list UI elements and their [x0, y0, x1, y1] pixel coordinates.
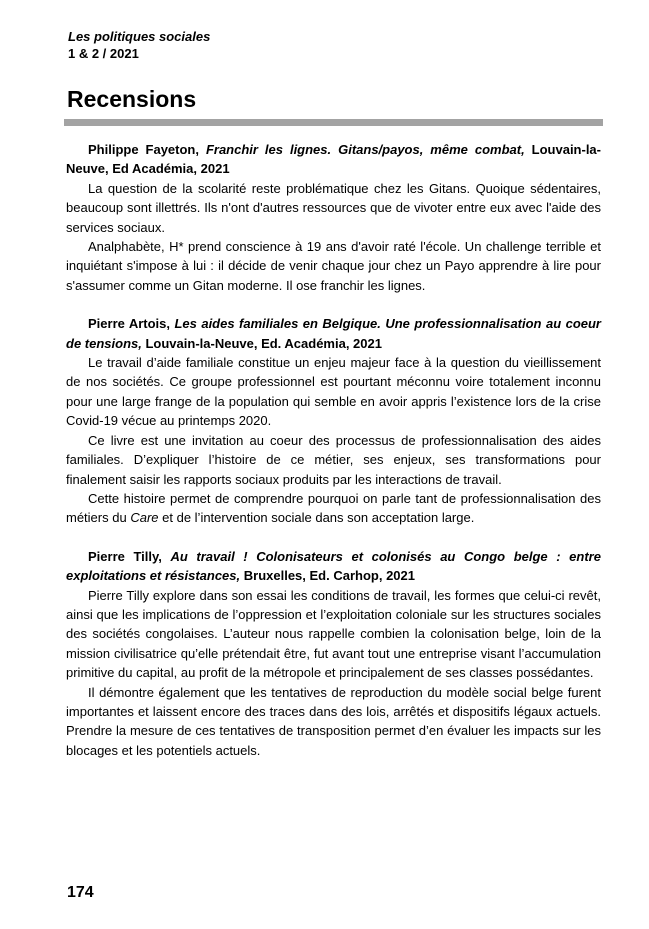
review-author: Pierre Tilly, [88, 548, 162, 564]
paragraph-text: et de l’intervention sociale dans son acceptation large. [162, 510, 475, 526]
review-paragraph [66, 489, 601, 528]
issue-number: 1 & 2 / 2021 [68, 46, 139, 61]
page-number: 174 [67, 884, 94, 901]
review-artois [66, 314, 601, 527]
running-head [68, 28, 210, 62]
section-rule [64, 119, 603, 126]
review-paragraph: Analphabète, H* prend conscience à 19 ans d'avoir raté l'école. Un challenge terrible et inquiétant s'impose à lui : il décide de venir chaque jour chez un Payo apprendre à lire pour s'assumer comme un Gitan moderne. Il ose franchir les lignes. [66, 239, 601, 293]
review-publisher: Louvain-la-Neuve, Ed. Académia, 2021 [145, 335, 382, 351]
section-title: Recensions [67, 86, 197, 112]
journal-title: Les politiques sociales [68, 29, 211, 44]
review-paragraph: La question de la scolarité reste problématique chez les Gitans. Quoique sédentaires, beaucoup sont illettrés. Ils n'ont d'autres ressources que de vivoter entre eux avec l'aide des services sociaux. [66, 180, 601, 235]
review-tilly [66, 547, 601, 760]
review-reference [66, 140, 601, 179]
review-publisher: Louvain-la-Neuve, Ed Académia, 2021 [66, 142, 601, 177]
emphasis-care: Care [130, 510, 159, 526]
review-paragraph: Pierre Tilly explore dans son essai les conditions de travail, les formes que celui-ci revêt, ainsi que les implications de l’oppression et l’exploitation coloniale sur les structures sociales des sociétés congolaises. L’auteur nous rappelle combien la colonisation belge, loin de la mission civilisatrice qu’elle prétendait être, fut avant tout une entreprise visant l’accumulation primitive du capital, au profit de la métropole et principalement de ses classes possédantes. [66, 587, 601, 681]
review-reference [66, 314, 601, 353]
review-book-title: Au travail ! Colonisateurs et colonisés au Congo belge : entre exploitations et résistances, [66, 548, 601, 584]
review-fayeton [66, 140, 601, 295]
paragraph-text: Cette histoire permet de comprendre pourquoi on parle tant de professionnalisation des métiers du [66, 490, 601, 526]
review-book-title: Les aides familiales en Belgique. Une professionnalisation au coeur de tensions, [66, 316, 601, 351]
review-publisher: Bruxelles, Ed. Carhop, 2021 [243, 568, 415, 584]
review-paragraph: Ce livre est une invitation au coeur des processus de professionnalisation des aides familiales. D’expliquer l’histoire de ce métier, ses enjeux, ses transformations pour finalement saisir les rapports sociaux produits par les interactions de travail. [66, 432, 601, 487]
review-paragraph: Le travail d’aide familiale constitue un enjeu majeur face à la question du vieillissement de nos sociétés. Ce groupe professionnel est pourtant méconnu voire totalement inconnu pour une large frange de la population qui semble en avoir appris l’existence lors de la crise Covid-19 vécue au printemps 2020. [66, 355, 601, 429]
review-paragraph: Il démontre également que les tentatives de reproduction du modèle social belge furent importantes et laissent encore des traces dans des lois, arrêtés et dispositifs légaux actuels. Prendre la mesure de ces tentatives de transposition permet d’en évaluer les impacts sur les blocages et les potentiels actuels. [66, 684, 601, 758]
reviews-body [66, 140, 601, 779]
review-author: Pierre Artois, [88, 316, 171, 332]
review-book-title: Franchir les lignes. Gitans/payos, même combat, [205, 142, 525, 157]
review-author: Philippe Fayeton, [88, 142, 199, 157]
review-reference [66, 547, 601, 586]
